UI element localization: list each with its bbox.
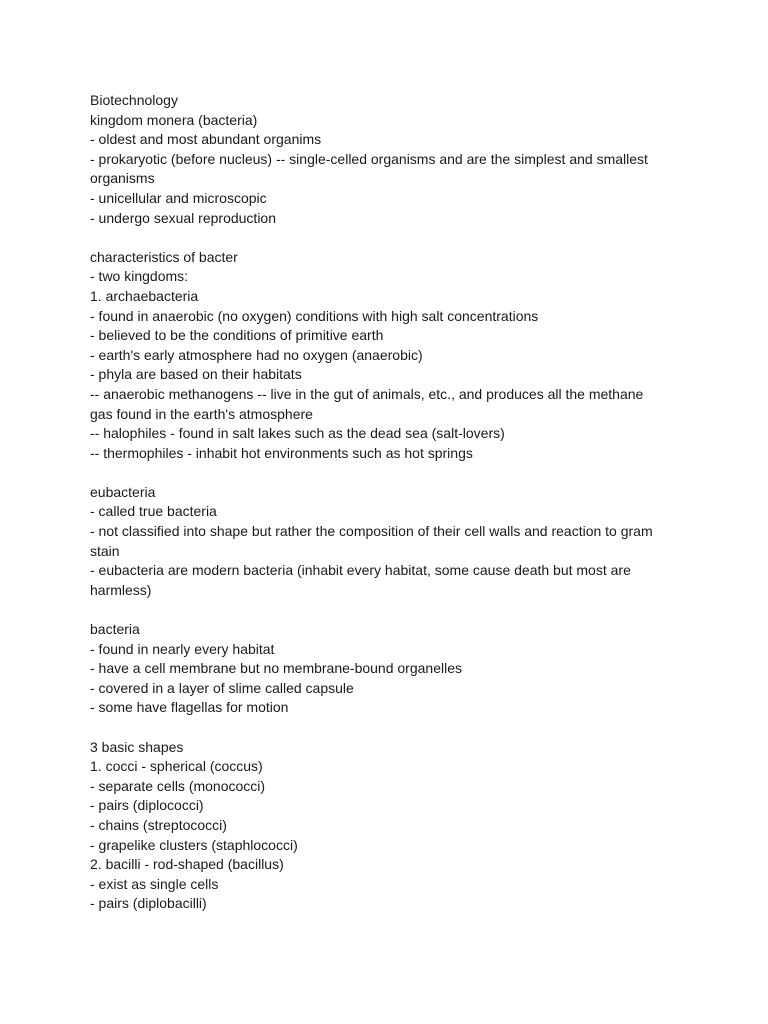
text-line: - earth's early atmosphere had no oxygen (anaerobic) (90, 346, 423, 363)
text-line: - exist as single cells (90, 875, 219, 892)
text-line: - covered in a layer of slime called capsule (90, 679, 354, 696)
document-body (90, 91, 690, 914)
section-heading-characteristics: characteristics of bacter (90, 248, 238, 265)
text-line: harmless) (90, 581, 152, 598)
text-line: - unicellular and microscopic (90, 189, 267, 206)
text-line: - found in nearly every habitat (90, 640, 275, 657)
text-line: stain (90, 542, 120, 559)
paragraph-break (90, 463, 690, 483)
section-heading-basic-shapes: 3 basic shapes (90, 738, 184, 755)
section-heading-kingdom-monera: kingdom monera (bacteria) (90, 111, 258, 128)
document-title: Biotechnology (90, 92, 178, 108)
text-line: 2. bacilli - rod-shaped (bacillus) (90, 856, 284, 873)
text-line: -- halophiles - found in salt lakes such as the dead sea (salt-lovers) (90, 425, 505, 442)
text-line: - have a cell membrane but no membrane-bound organelles (90, 660, 462, 677)
paragraph-break (90, 718, 690, 738)
section-heading-bacteria: bacteria (90, 621, 140, 638)
text-line: - some have flagellas for motion (90, 699, 289, 716)
text-line: - phyla are based on their habitats (90, 366, 302, 383)
paragraph-break (90, 228, 690, 248)
text-line: - pairs (diplococci) (90, 797, 204, 814)
text-line: - prokaryotic (before nucleus) -- single-celled organisms and are the simplest and smallest (90, 150, 648, 167)
text-line: -- thermophiles - inhabit hot environments such as hot springs (90, 444, 473, 461)
text-line: -- anaerobic methanogens -- live in the gut of animals, etc., and produces all the methane (90, 385, 644, 402)
text-line: gas found in the earth's atmosphere (90, 405, 313, 422)
text-line: - pairs (diplobacilli) (90, 895, 207, 912)
text-line: - chains (streptococci) (90, 816, 227, 833)
text-line: organisms (90, 170, 155, 187)
text-line: - oldest and most abundant organims (90, 131, 322, 148)
text-line: 1. archaebacteria (90, 287, 199, 304)
text-line: - called true bacteria (90, 503, 217, 520)
text-line: - not classified into shape but rather the composition of their cell walls and reaction to gram (90, 523, 653, 540)
section-heading-eubacteria: eubacteria (90, 483, 156, 500)
text-line: 1. cocci - spherical (coccus) (90, 758, 263, 775)
text-line: - found in anaerobic (no oxygen) conditions with high salt concentrations (90, 307, 539, 324)
text-line: - grapelike clusters (staphlococci) (90, 836, 298, 853)
text-line: - two kingdoms: (90, 268, 189, 285)
text-line: - believed to be the conditions of primitive earth (90, 327, 384, 344)
text-line: - undergo sexual reproduction (90, 209, 277, 226)
text-line: - separate cells (monococci) (90, 777, 266, 794)
text-line: - eubacteria are modern bacteria (inhabit every habitat, some cause death but most are (90, 562, 631, 579)
paragraph-break (90, 600, 690, 620)
